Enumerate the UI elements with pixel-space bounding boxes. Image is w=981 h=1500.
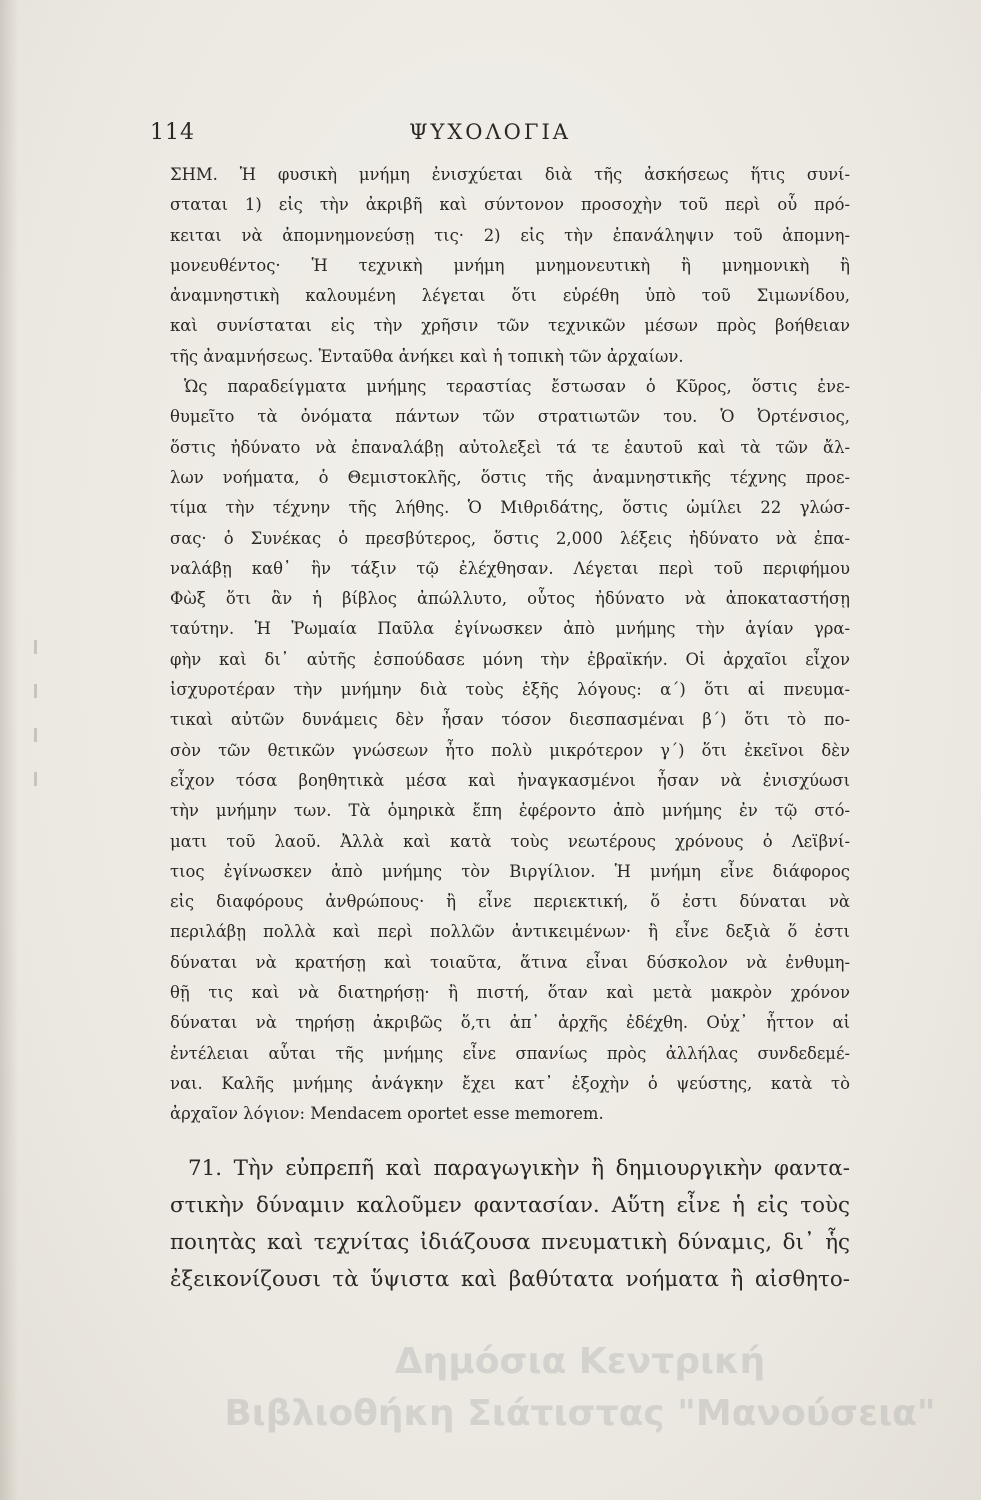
margin-marks bbox=[34, 640, 40, 820]
section-line: ἐξεικονίζουσι τὰ ὕψιστα καὶ βαθύτατα νοήματα ἢ αἰσθητο- bbox=[170, 1267, 850, 1292]
running-title: ΨΥΧΟΛΟΓΙΑ bbox=[409, 120, 571, 144]
note-line: ἰσχυροτέραν τὴν μνήμην διὰ τοὺς ἑξῆς λόγους: α΄) ὅτι αἱ πνευμα- bbox=[170, 680, 850, 700]
note-line: λων νοήματα, ὁ Θεμιστοκλῆς, ὅστις τῆς ἀναμνηστικῆς τέχνης προε- bbox=[170, 467, 850, 487]
note-line: τῆς ἀναμνήσεως. Ἐνταῦθα ἀνήκει καὶ ἡ τοπικὴ τῶν ἀρχαίων. bbox=[170, 346, 684, 366]
note-line: τὴν μνήμην των. Τὰ ὁμηρικὰ ἔπη ἐφέροντο ἀπὸ μνήμης ἐν τῷ στό- bbox=[170, 801, 850, 821]
section-line: ποιητὰς καὶ τεχνίτας ἰδιάζουσα πνευματικὴ δύναμις, δι᾽ ἧς bbox=[170, 1230, 850, 1255]
note-line: καὶ συνίσταται εἰς τὴν χρῆσιν τῶν τεχνικῶν μέσων πρὸς βοήθειαν bbox=[170, 316, 850, 336]
note-line: περιλάβῃ πολλὰ καὶ περὶ πολλῶν ἀντικειμένων· ἢ εἶνε δεξιὰ ὅ ἐστι bbox=[170, 922, 850, 942]
note-line: εἶχον τόσα βοηθητικὰ μέσα καὶ ἠναγκασμένοι ἦσαν νὰ ἐνισχύωσι bbox=[170, 770, 850, 790]
note-line: ναλάβῃ καθ᾽ ἣν τάξιν τῷ ἐλέχθησαν. Λέγεται περὶ τοῦ περιφήμου bbox=[170, 558, 850, 578]
section-line: στικὴν δύναμιν καλοῦμεν φαντασίαν. Αὕτη εἶνε ἡ εἰς τοὺς bbox=[170, 1193, 850, 1218]
note-line: σὸν τῶν θετικῶν γνώσεων ἦτο πολὺ μικρότερον γ΄) ὅτι ἐκεῖνοι δὲν bbox=[170, 740, 850, 760]
note-line: τιος ἐγίνωσκεν ἀπὸ μνήμης τὸν Βιργίλιον. Ἡ μνήμη εἶνε διάφορος bbox=[170, 861, 850, 881]
note-line: ἀναμνηστικὴ καλουμένη λέγεται ὅτι εὑρέθη ὑπὸ τοῦ Σιμωνίδου, bbox=[170, 286, 850, 306]
page-number: 114 bbox=[150, 120, 195, 145]
note-line: ματι τοῦ λαοῦ. Ἀλλὰ καὶ κατὰ τοὺς νεωτέρους χρόνους ὁ Λεϊβνί- bbox=[170, 831, 850, 851]
note-line: ταύτην. Ἡ Ῥωμαία Παῦλα ἐγίνωσκεν ἀπὸ μνήμης τὴν ἁγίαν γρα- bbox=[170, 619, 850, 639]
note-line: θῇ τις καὶ νὰ διατηρήσῃ· ἢ πιστή, ὅταν καὶ μετὰ μακρὸν χρόνον bbox=[170, 983, 850, 1003]
page-gutter-shadow bbox=[0, 0, 18, 1500]
note-line: δύναται νὰ κρατήσῃ καὶ τοιαῦτα, ἅτινα εἶναι δύσκολον νὰ ἐνθυμη- bbox=[170, 952, 850, 972]
note-line: ὅστις ἠδύνατο νὰ ἐπαναλάβῃ αὐτολεξεὶ τά τε ἑαυτοῦ καὶ τὰ τῶν ἄλ- bbox=[170, 437, 850, 457]
note-line: ἐντέλειαι αὗται τῆς μνήμης εἶνε σπανίως πρὸς ἀλλήλας συνδεδεμέ- bbox=[170, 1043, 850, 1063]
note-line: μονευθέντος· Ἡ τεχνικὴ μνήμη μνημονευτικὴ ἢ μνημονικὴ ἢ bbox=[170, 255, 850, 275]
watermark-line: Βιβλιοθήκη Σιάτιστας "Μανούσεια" bbox=[224, 1393, 936, 1434]
margin-mark bbox=[34, 640, 37, 654]
note-line: τικαὶ αὐτῶν δυνάμεις δὲν ἦσαν τόσον διεσπασμέναι β΄) ὅτι τὸ πο- bbox=[170, 710, 850, 730]
margin-mark bbox=[34, 728, 37, 742]
margin-mark bbox=[34, 772, 37, 786]
library-watermark bbox=[200, 1336, 960, 1440]
note-line: σας· ὁ Συνέκας ὁ πρεσβύτερος, ὅστις 2,000 λέξεις ἠδύνατο νὰ ἐπα- bbox=[170, 528, 850, 548]
section-line: 71. Τὴν εὐπρεπῆ καὶ παραγωγικὴν ἢ δημιουργικὴν φαντα- bbox=[188, 1156, 850, 1181]
note-line: ἀρχαῖον λόγιον: Mendacem oportet esse memorem. bbox=[170, 1104, 604, 1124]
note-line: κειται νὰ ἀπομνημονεύσῃ τις· 2) εἰς τὴν ἐπανάληψιν τοῦ ἀπομνη- bbox=[170, 225, 850, 245]
note-line: φὴν καὶ δι᾽ αὐτῆς ἐσπούδασε μόνη τὴν ἑβραϊκήν. Οἱ ἀρχαῖοι εἶχον bbox=[170, 649, 850, 669]
note-line: ΣΗΜ. Ἡ φυσικὴ μνήμη ἐνισχύεται διὰ τῆς ἀσκήσεως ἥτις συνί- bbox=[170, 165, 850, 184]
section-71 bbox=[170, 1150, 850, 1298]
note-line: εἰς διαφόρους ἀνθρώπους· ἢ εἶνε περιεκτική, ὅ ἐστι δύναται νὰ bbox=[170, 892, 850, 912]
note-line: Ὡς παραδείγματα μνήμης τεραστίας ἔστωσαν ὁ Κῦρος, ὅστις ἐνε- bbox=[184, 377, 850, 397]
watermark-line: Δημόσια Κεντρική bbox=[394, 1341, 766, 1382]
note-line: ναι. Καλῆς μνήμης ἀνάγκην ἔχει κατ᾽ ἐξοχὴν ὁ ψεύστης, κατὰ τὸ bbox=[170, 1073, 850, 1093]
note-line: Φὼξ ὅτι ἂν ἡ βίβλος ἀπώλλυτο, οὗτος ἠδύνατο νὰ ἀποκαταστήσῃ bbox=[170, 589, 850, 609]
running-head bbox=[150, 120, 830, 152]
note-line: θυμεῖτο τὰ ὀνόματα πάντων τῶν στρατιωτῶν του. Ὁ Ὀρτένσιος, bbox=[170, 407, 850, 427]
note-block bbox=[170, 160, 850, 1130]
note-line: δύναται νὰ τηρήσῃ ἀκριβῶς ὅ,τι ἀπ᾽ ἀρχῆς ἐδέχθη. Οὐχ᾽ ἧττον αἱ bbox=[170, 1013, 850, 1033]
note-line: σταται 1) εἰς τὴν ἀκριβῆ καὶ σύντονον προσοχὴν τοῦ περὶ οὗ πρό- bbox=[170, 195, 850, 215]
margin-mark bbox=[34, 684, 37, 698]
note-line: τίμα τὴν τέχνην τῆς λήθης. Ὁ Μιθριδάτης, ὅστις ὡμίλει 22 γλώσ- bbox=[170, 498, 850, 518]
